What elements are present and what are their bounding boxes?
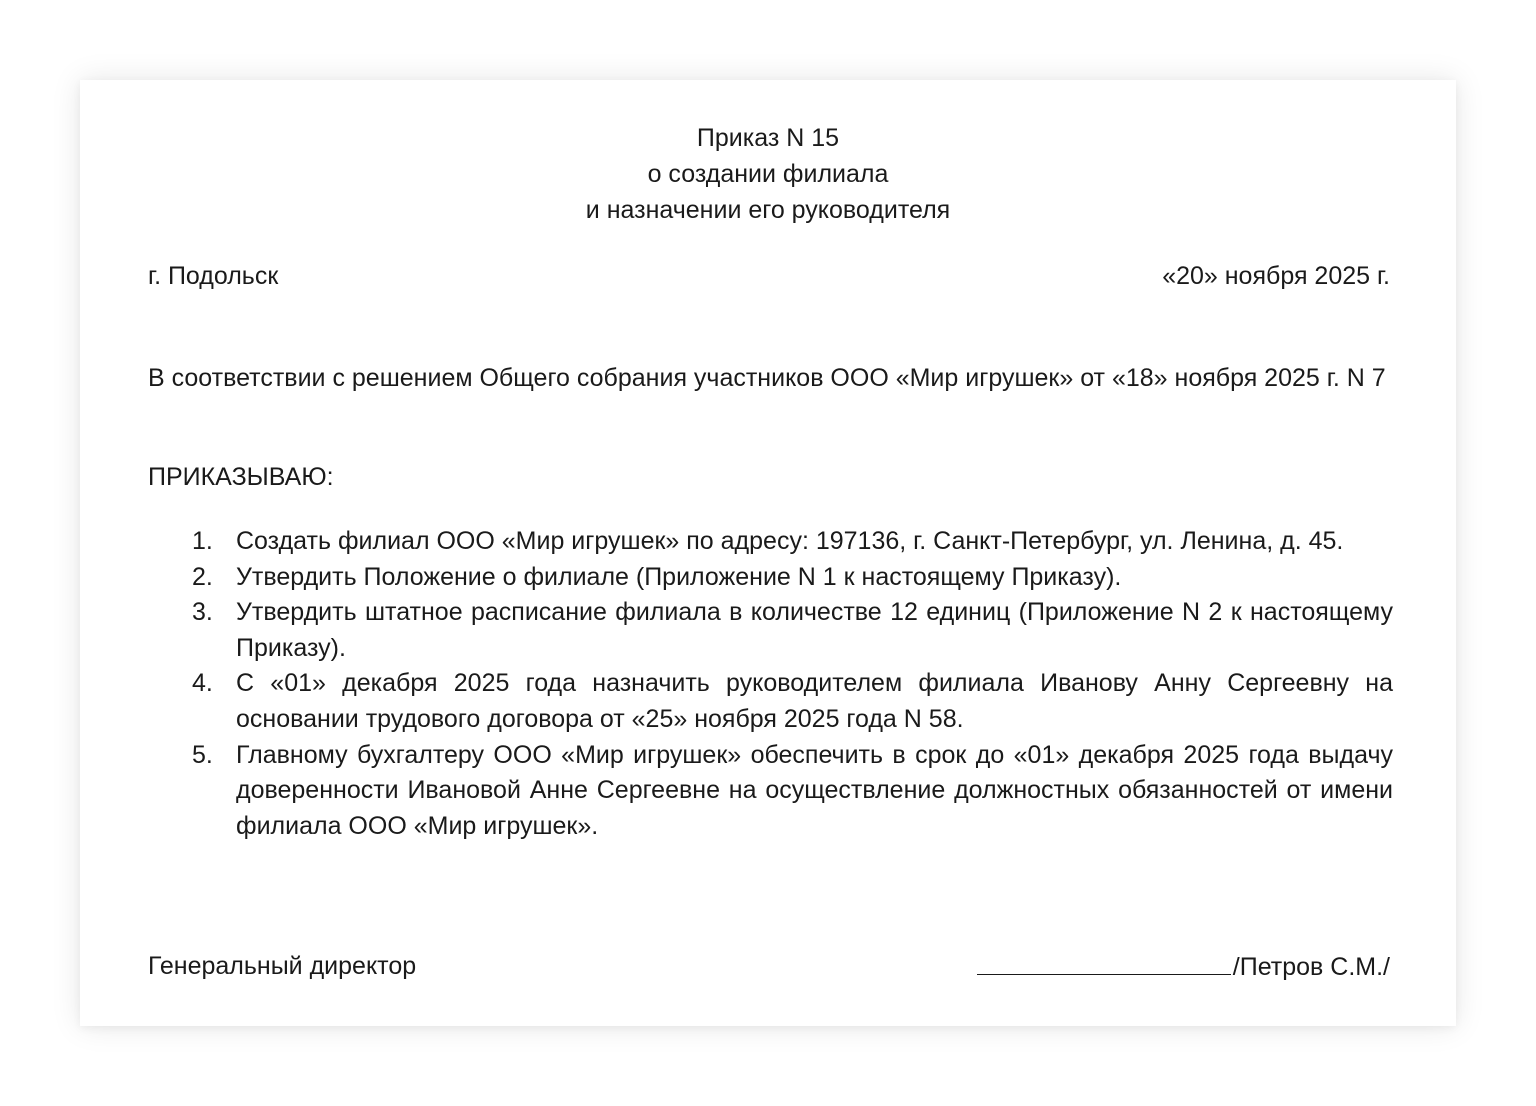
order-item-4	[148, 666, 1393, 737]
order-item-2	[148, 560, 1393, 596]
item-number: 2.	[192, 562, 213, 591]
item-text: Утвердить штатное расписание филиала в количестве 12 единиц (Приложение N 2 к настоящему Приказу).	[236, 598, 1393, 662]
order-item-1	[148, 524, 1393, 560]
title-line-2: о создании филиала	[647, 160, 889, 188]
document-sheet	[80, 80, 1456, 1026]
item-text: Утвердить Положение о филиале (Приложение N 1 к настоящему Приказу).	[236, 562, 1122, 591]
item-text: Создать филиал ООО «Мир игрушек» по адресу: 197136, г. Санкт-Петербург, ул. Ленина, д. 45.	[236, 527, 1344, 555]
item-number: 4.	[192, 669, 213, 698]
document-title	[80, 120, 1456, 228]
signatory-name: /Петров С.М./	[1232, 953, 1390, 981]
place-date-row	[148, 258, 1390, 294]
signature-row	[148, 948, 1390, 985]
signature-block	[977, 948, 1390, 985]
item-text: Главному бухгалтеру ООО «Мир игрушек» обеспечить в срок до «01» декабря 2025 года выдачу доверенности Ивановой Анне Сергеевне на осуществление должностных обязанностей от имени филиала ООО «Мир игрушек».	[236, 740, 1393, 840]
signatory-position: Генеральный директор	[148, 952, 417, 980]
title-line-3: и назначении его руководителя	[585, 196, 951, 224]
item-number: 5.	[192, 740, 213, 769]
item-number: 1.	[192, 527, 213, 555]
item-number: 3.	[192, 598, 213, 627]
order-items-list	[148, 524, 1393, 844]
preamble: В соответствии с решением Общего собрания участников ООО «Мир игрушек» от «18» ноября 2025 г. N 7	[148, 364, 1386, 392]
order-item-5	[148, 738, 1393, 845]
item-text: С «01» декабря 2025 года назначить руководителем филиала Иванову Анну Сергеевну на основании трудового договора от «25» ноября 2025 года N 58.	[236, 669, 1393, 733]
signature-line	[977, 948, 1231, 975]
order-item-3	[148, 595, 1393, 666]
title-line-1: Приказ N 15	[696, 124, 840, 152]
order-word: ПРИКАЗЫВАЮ:	[148, 463, 334, 491]
document-date: «20» ноября 2025 г.	[1162, 262, 1390, 290]
city: г. Подольск	[148, 262, 279, 290]
